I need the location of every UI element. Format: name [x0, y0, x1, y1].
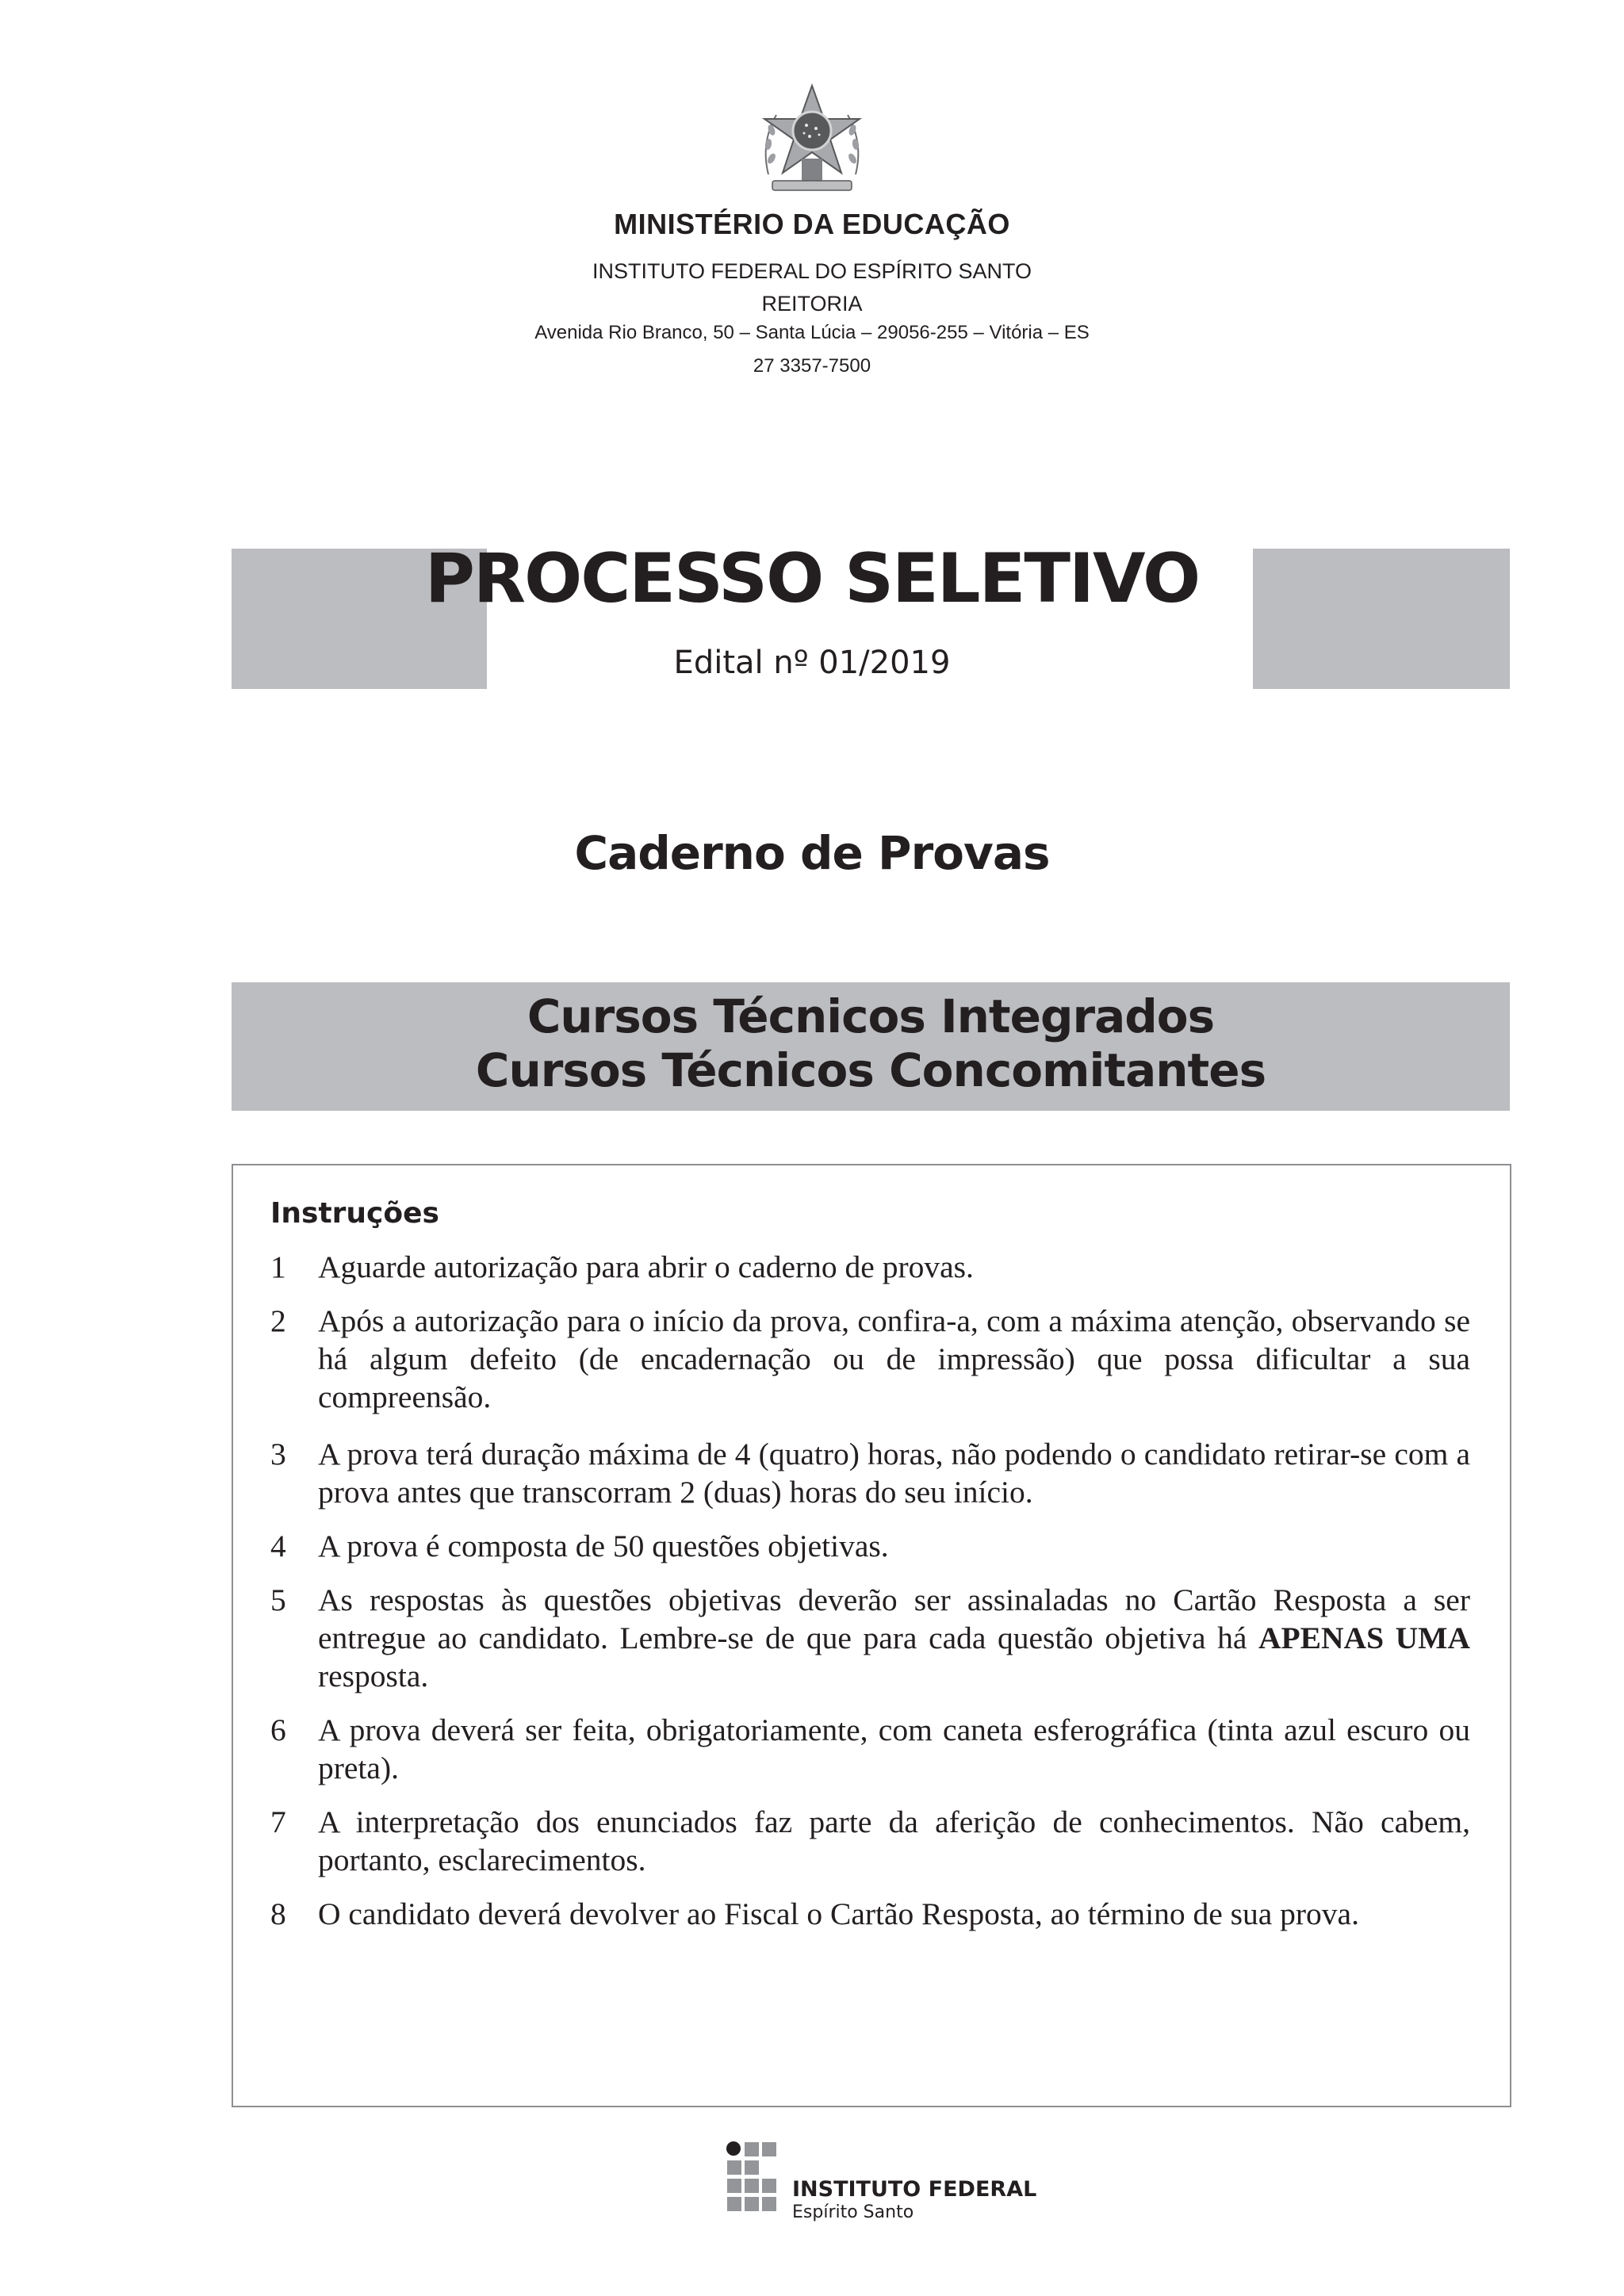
- instructions-heading: Instruções: [270, 1197, 439, 1230]
- instruction-text: A prova deverá ser feita, obrigatoriamente, com caneta esferográfica (tinta azul escuro ou preta).: [318, 1712, 1470, 1785]
- instruction-number: 2: [270, 1303, 286, 1338]
- instruction-number: 7: [270, 1804, 286, 1839]
- edital-number: Edital nº 01/2019: [673, 645, 951, 681]
- institute-name: INSTITUTO FEDERAL DO ESPÍRITO SANTO: [592, 259, 1032, 283]
- instruction-number: 1: [270, 1249, 286, 1284]
- instruction-text: Aguarde autorização para abrir o caderno de provas.: [318, 1249, 974, 1284]
- brazil-coat-of-arms-icon: [753, 79, 871, 198]
- course-line: Cursos Técnicos Concomitantes: [475, 1043, 1266, 1097]
- instruction-text: Após a autorização para o início da prova, confira-a, com a máxima atenção, observando se há algum defeito (de encadernação ou de impressão) que possa dificultar a sua compreensão.: [318, 1303, 1470, 1414]
- instruction-number: 8: [270, 1896, 286, 1931]
- instruction-text: [318, 1581, 1470, 1695]
- document-subtitle: Caderno de Provas: [574, 826, 1050, 880]
- instruction-number: 6: [270, 1712, 286, 1747]
- footer-institute-name: INSTITUTO FEDERAL: [792, 2177, 1037, 2202]
- department-name: REITORIA: [761, 292, 863, 316]
- footer-logo: [726, 2141, 1037, 2222]
- instruction-number: 5: [270, 1582, 286, 1617]
- instruction-text: A prova é composta de 50 questões objetivas.: [318, 1529, 889, 1563]
- address: Avenida Rio Branco, 50 – Santa Lúcia – 29056-255 – Vitória – ES: [534, 322, 1090, 343]
- ministry-name: MINISTÉRIO DA EDUCAÇÃO: [614, 208, 1010, 240]
- footer-campus-name: Espírito Santo: [792, 2202, 914, 2222]
- instruction-text: A prova terá duração máxima de 4 (quatro) horas, não podendo o candidato retirar-se com a prova antes que transcorram 2 (duas) horas do seu início.: [318, 1437, 1470, 1510]
- instruction-text: O candidato deverá devolver ao Fiscal o Cartão Resposta, ao término de sua prova.: [318, 1896, 1359, 1931]
- instruction-number: 4: [270, 1529, 286, 1563]
- instruction-number: 3: [270, 1437, 286, 1471]
- course-line: Cursos Técnicos Integrados: [527, 989, 1215, 1043]
- phone-number: 27 3357-7500: [753, 355, 871, 377]
- emphasis-text: APENAS UMA: [1258, 1621, 1470, 1655]
- instruction-text-part: resposta.: [318, 1659, 429, 1693]
- instruction-text-part: As respostas às questões objetivas deverão ser assinaladas no Cartão Resposta a ser entregue ao candidato. Lembre-se de que para cada questão objetiva há: [318, 1582, 1470, 1655]
- instruction-text: A interpretação dos enunciados faz parte da aferição de conhecimentos. Não cabem, portanto, esclarecimentos.: [318, 1804, 1470, 1877]
- page-title: PROCESSO SELETIVO: [424, 539, 1200, 618]
